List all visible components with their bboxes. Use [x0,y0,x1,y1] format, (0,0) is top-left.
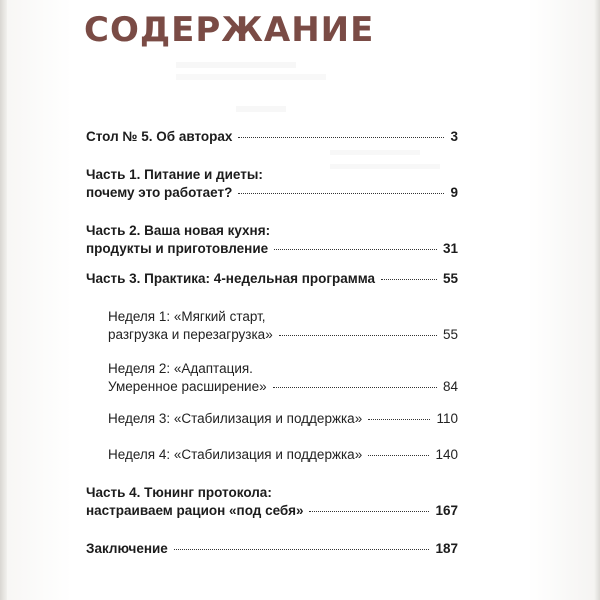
toc-entry-title: продукты и приготовление [86,241,269,256]
toc-entry-title: Неделя 1: «Мягкий старт, [108,309,266,324]
show-through-mark [236,106,286,112]
page-title: СОДЕРЖАНИЕ [84,10,375,50]
toc-subentry[interactable] [108,308,458,344]
toc-entry-page: 31 [442,241,458,256]
toc-entry-title: Неделя 4: «Стабилизация и поддержка» [108,447,363,462]
toc-entry-page: 187 [435,541,458,556]
toc-entry-page: 55 [442,271,458,286]
toc-entry-title: Стол № 5. Об авторах [86,129,233,144]
toc-entry-title: Неделя 3: «Стабилизация и поддержка» [108,411,363,426]
toc-entry-title: Заключение [86,541,168,556]
toc-entry-title: Неделя 2: «Адаптация. [108,361,253,376]
toc-entry-title: почему это работает? [86,185,233,200]
dot-leader [309,511,429,512]
toc-entry[interactable] [86,270,458,288]
toc-entry-title: Умеренное расширение» [108,379,267,394]
toc-entry-page: 9 [450,185,458,200]
toc-entry-title: разгрузка и перезагрузка» [108,327,273,342]
dot-leader [174,549,430,550]
show-through-mark [330,150,420,155]
dot-leader [273,387,437,388]
dot-leader [381,279,437,280]
dot-leader [368,455,429,456]
toc-entry-title: Часть 2. Ваша новая кухня: [86,223,271,238]
toc-entry-page: 110 [436,411,458,426]
toc-entry-page: 84 [442,379,458,394]
show-through-mark [176,62,296,68]
toc-entry-page: 140 [435,447,458,462]
toc-entry[interactable] [86,166,458,202]
toc-entry[interactable] [86,222,458,258]
page-right-edge [594,0,600,600]
toc-entry-page: 3 [450,129,458,144]
toc-entry-title: настраиваем рацион «под себя» [86,503,304,518]
dot-leader [238,193,444,194]
toc-entry-title: Часть 3. Практика: 4-недельная программа [86,271,376,286]
show-through-mark [176,74,326,80]
toc-subentry[interactable] [108,360,458,396]
dot-leader [274,249,437,250]
toc-entry[interactable] [86,540,458,558]
toc-subentry[interactable] [108,410,458,428]
toc-entry-page: 55 [442,327,458,342]
toc-entry[interactable] [86,128,458,146]
dot-leader [238,137,444,138]
toc-entry-title: Часть 4. Тюнинг протокола: [86,485,272,500]
page-left-edge [0,0,7,600]
toc-entry-title: Часть 1. Питание и диеты: [86,167,263,182]
dot-leader [368,419,430,420]
toc-subentry[interactable] [108,446,458,464]
dot-leader [279,335,437,336]
toc-entry-page: 167 [435,503,458,518]
toc-entry[interactable] [86,484,458,520]
